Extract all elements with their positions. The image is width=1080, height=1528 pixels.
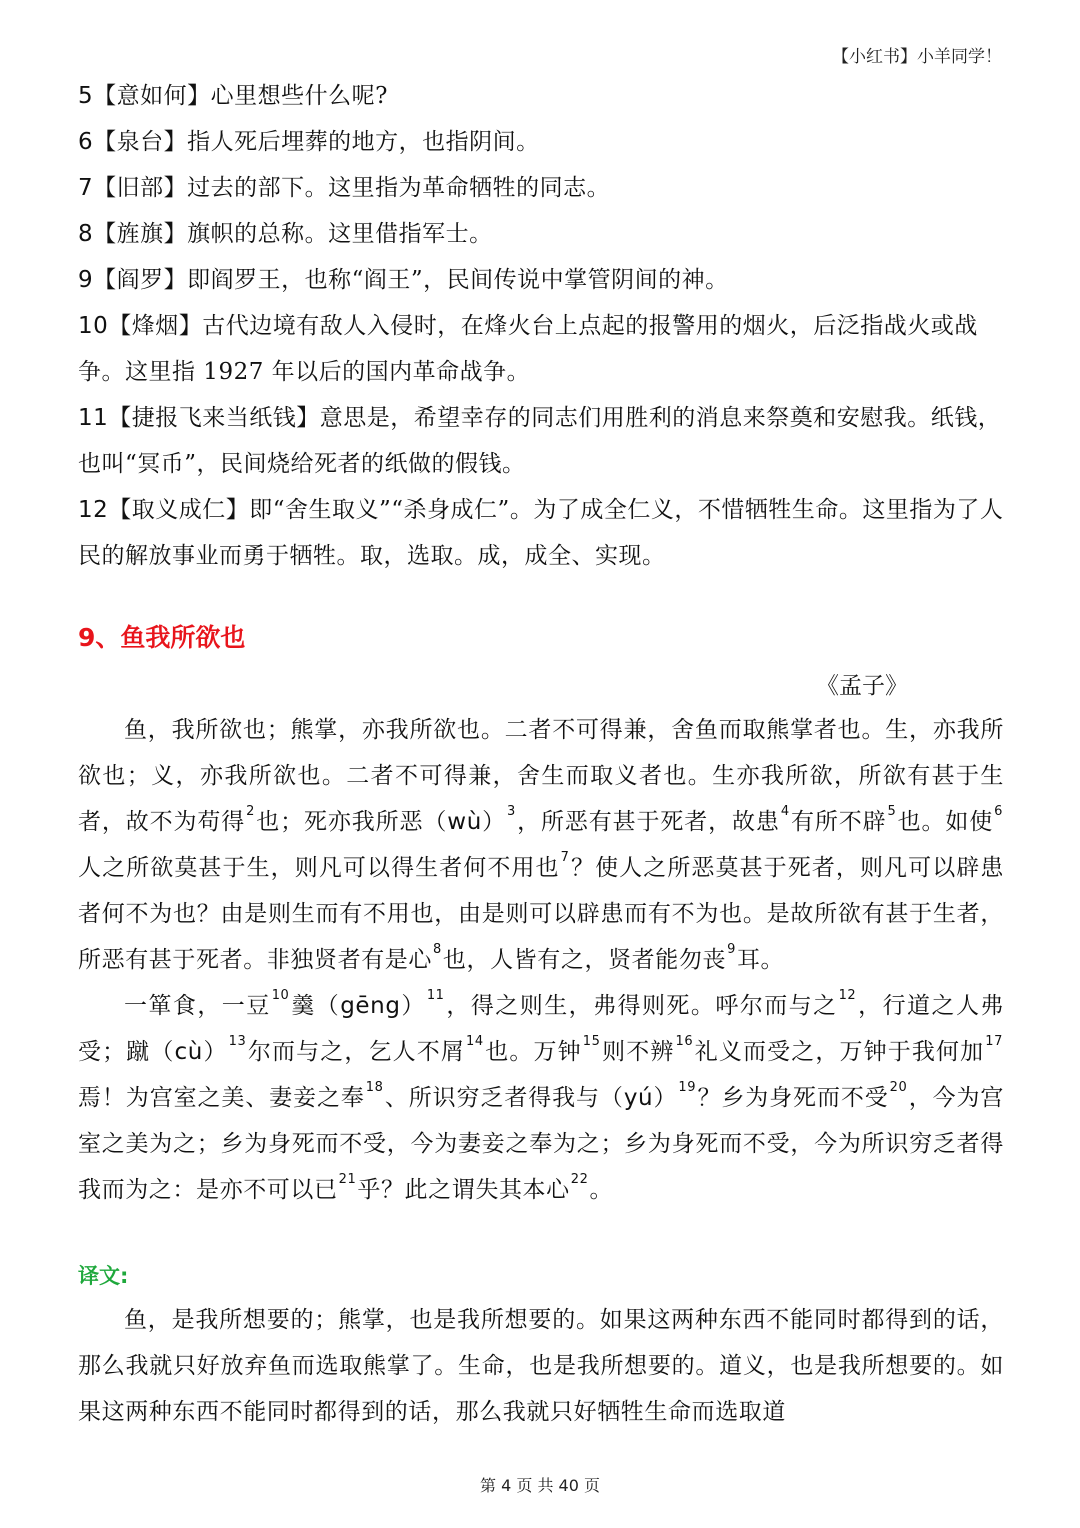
footnote-marker: 8 [433, 942, 442, 957]
footnote-marker: 11 [426, 988, 445, 1003]
text-run: 则不辨 [601, 1039, 675, 1065]
text-paragraph-2 [78, 983, 1004, 1213]
note-term: 【旌旗】 [93, 221, 188, 247]
note-term: 【泉台】 [93, 129, 188, 155]
text-run: 也。如使 [897, 809, 994, 835]
note-text: 即阎罗王，也称“阎王”，民间传说中掌管阴间的神。 [187, 267, 729, 293]
text-run: 一箪食，一豆 [124, 993, 271, 1019]
footnote-marker: 7 [560, 850, 570, 865]
text-run: ？乡为身死而不受 [697, 1085, 889, 1111]
text-run: 、所识穷乏者得我与（ [384, 1085, 624, 1111]
note-item [78, 257, 1008, 303]
text-run: 也。万钟 [484, 1039, 582, 1065]
note-number: 7 [78, 175, 94, 201]
note-text: 意思是，希望幸存的同志们用胜利的消息来祭奠和安慰我。纸钱，也叫“冥币”，民间烧给死者的纸做的假钱。 [78, 405, 1002, 477]
footnote-marker: 4 [780, 804, 790, 819]
text-run: ） [481, 809, 507, 835]
footnote-marker: 3 [507, 804, 516, 819]
pinyin: cù [174, 1039, 203, 1065]
translation-paragraph: 鱼，是我所想要的；熊掌，也是我所想要的。如果这两种东西不能同时都得到的话，那么我就只好放弃鱼而选取熊掌了。生命，也是我所想要的。道义，也是我所想要的。如果这两种东西不能同时都得到的话，那么我就只好牺牲生命而选取道 [78, 1307, 1004, 1425]
note-term: 【旧部】 [93, 175, 188, 201]
note-item [78, 395, 1008, 487]
footnote-marker: 19 [678, 1080, 697, 1095]
note-item [78, 73, 1008, 119]
note-number: 9 [78, 267, 94, 293]
pinyin: wù [447, 809, 482, 835]
pinyin: gēng [340, 993, 401, 1019]
text-run: ，得之则生，弗得则死。呼尔而与之 [445, 993, 838, 1019]
footnote-marker: 22 [570, 1172, 589, 1187]
note-number: 5 [78, 83, 94, 109]
section-title: 9、鱼我所欲也 [78, 623, 246, 652]
footnote-marker: 6 [994, 804, 1003, 819]
page-number: 第 4 页 共 40 页 [480, 1476, 600, 1495]
footnote-marker: 2 [246, 804, 255, 819]
note-item [78, 211, 1008, 257]
text-run: ，所恶有甚于死者，故患 [516, 809, 780, 835]
note-text: 古代边境有敌人入侵时，在烽火台上点起的报警用的烟火，后泛指战火或战争。这里指 1927 年以后的国内革命战争。 [78, 313, 978, 385]
footnote-marker: 18 [365, 1080, 384, 1095]
footnote-marker: 9 [727, 942, 736, 957]
note-term: 【阎罗】 [93, 267, 188, 293]
text-run: 羹（ [290, 993, 341, 1019]
footnote-marker: 21 [338, 1172, 357, 1187]
text-run: 乎？此之谓失其本心 [357, 1177, 570, 1203]
note-number: 8 [78, 221, 94, 247]
text-run: 礼义而受之，万钟于我何加 [694, 1039, 985, 1065]
footnote-marker: 20 [889, 1080, 908, 1095]
text-run: 鱼，我所欲也；熊掌，亦我所欲也。二者不可得兼，舍鱼而取熊掌者也。生，亦我所欲也；义，亦我所欲也。二者不可得兼，舍生而取义者也。生亦我所欲，所欲有甚于生者，故不为苟得 [78, 717, 1004, 835]
note-text: 过去的部下。这里指为革命牺牲的同志。 [187, 175, 611, 201]
note-number: 12 [78, 497, 109, 523]
footnote-marker: 14 [466, 1034, 484, 1049]
text-run: 人之所欲莫甚于生，则凡可以得生者何不用也 [78, 855, 560, 881]
note-item [78, 303, 1008, 395]
note-term: 【取义成仁】 [108, 497, 250, 523]
note-text: 指人死后埋葬的地方，也指阴间。 [187, 129, 540, 155]
footnote-marker: 16 [675, 1034, 694, 1049]
footnote-marker: 13 [228, 1034, 247, 1049]
note-item [78, 165, 1008, 211]
footnote-marker: 17 [985, 1034, 1003, 1049]
text-run: ，行道之人弗受；蹴（ [78, 993, 1004, 1065]
text-run: ） [400, 993, 426, 1019]
note-term: 【烽烟】 [108, 313, 203, 339]
text-run: 也；死亦我所恶（ [256, 809, 448, 835]
section-author: 《孟子》 [816, 673, 908, 699]
text-run: ，今为宫室之美为之；乡为身死而不受，今为妻妾之奉为之；乡为身死而不受，今为所识穷乏者得我而为之：是亦不可以已 [78, 1085, 1004, 1203]
text-run: ） [653, 1085, 678, 1111]
note-item [78, 119, 1008, 165]
notes-list [78, 73, 1008, 579]
text-run: ） [202, 1039, 228, 1065]
note-term: 【捷报飞来当纸钱】 [108, 405, 320, 431]
note-term: 【意如何】 [93, 83, 211, 109]
footnote-marker: 15 [582, 1034, 601, 1049]
text-run: 有所不辟 [790, 809, 887, 835]
text-run: 耳。 [736, 947, 785, 973]
text-paragraph-1 [78, 707, 1004, 983]
note-item [78, 487, 1008, 579]
classical-text [78, 707, 1004, 1213]
note-text: 即“舍生取义”“杀身成仁”。为了成全仁义，不惜牺牲生命。这里指为了人民的解放事业而勇于牺牲。取，选取。成，成全、实现。 [78, 497, 1004, 569]
translation-label: 译文: [78, 1264, 129, 1288]
text-run: 也，人皆有之，贤者能勿丧 [442, 947, 727, 973]
note-number: 10 [78, 313, 109, 339]
document-header-source: 【小红书】小羊同学！ [832, 47, 1002, 67]
translation-text [78, 1297, 1004, 1435]
footnote-marker: 12 [838, 988, 857, 1003]
note-text: 旗帜的总称。这里借指军士。 [187, 221, 493, 247]
pinyin: yú [623, 1085, 654, 1111]
text-run: 。 [589, 1177, 614, 1203]
note-number: 11 [78, 405, 109, 431]
note-number: 6 [78, 129, 94, 155]
text-run: ？使人之所恶莫甚于死者，则凡可以辟患者何不为也？由是则生而有不用也，由是则可以辟患而有不为也。是故所欲有甚于生者，所恶有甚于死者。非独贤者有是心 [78, 855, 1004, 973]
text-run: 尔而与之，乞人不屑 [247, 1039, 466, 1065]
note-text: 心里想些什么呢? [210, 83, 388, 109]
footnote-marker: 5 [887, 804, 897, 819]
footnote-marker: 10 [271, 988, 290, 1003]
text-run: 焉！为宫室之美、妻妾之奉 [78, 1085, 365, 1111]
